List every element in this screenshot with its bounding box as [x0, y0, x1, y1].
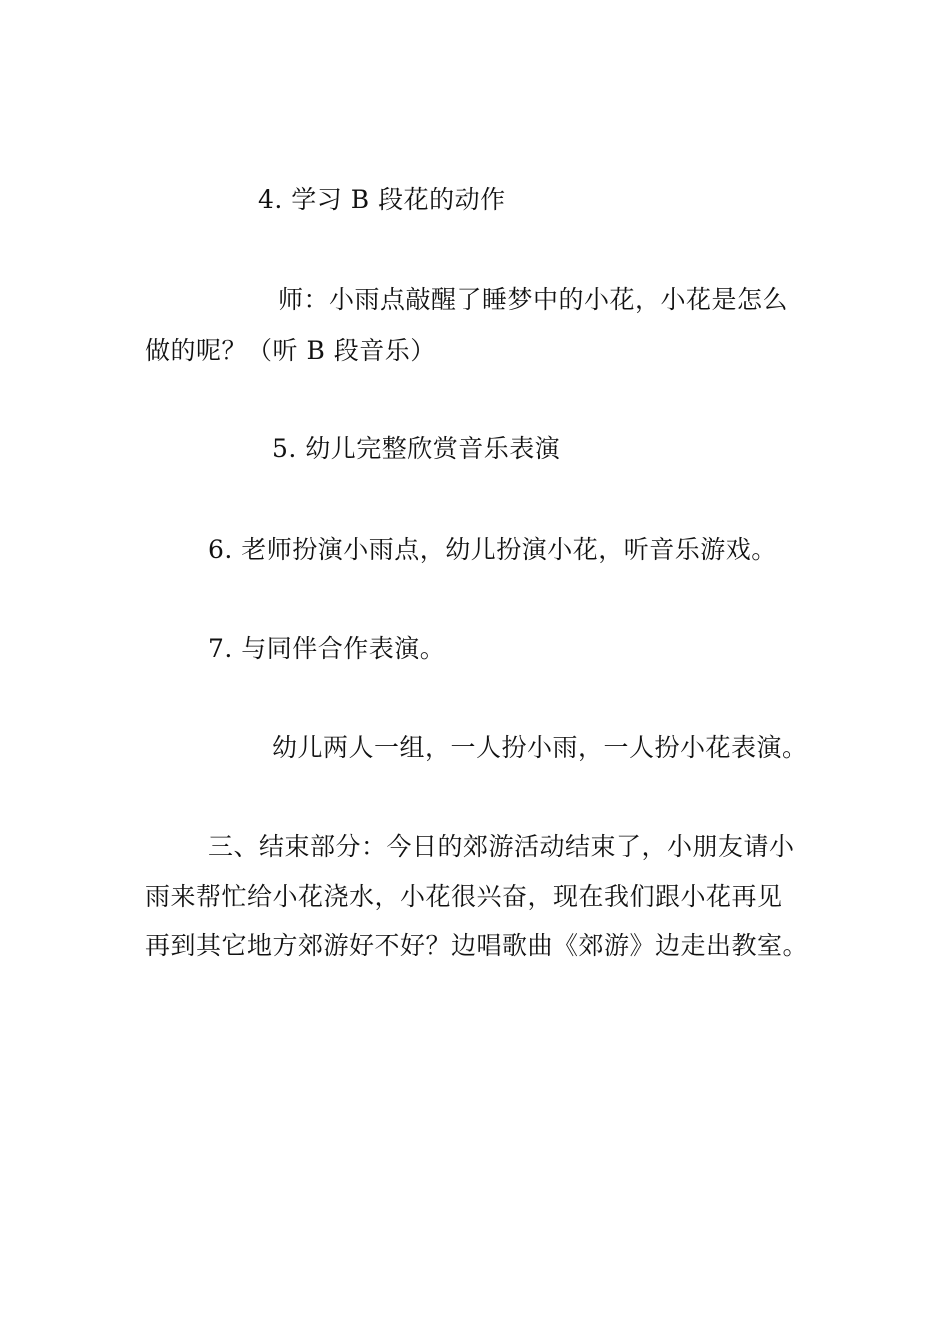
section-3-line-2: 雨来帮忙给小花浇水，小花很兴奋，现在我们跟小花再见 — [145, 882, 783, 911]
item-7-detail: 幼儿两人一组，一人扮小雨，一人扮小花表演。 — [272, 733, 808, 762]
section-3-line-1: 三、结束部分：今日的郊游活动结束了，小朋友请小 — [208, 832, 795, 861]
item-7-heading: 7. 与同伴合作表演。 — [208, 634, 446, 663]
item-5-heading: 5. 幼儿完整欣赏音乐表演 — [272, 434, 561, 463]
section-3-line-3: 再到其它地方郊游好不好？边唱歌曲《郊游》边走出教室。 — [145, 931, 809, 960]
teacher-prompt-line-1: 师：小雨点敲醒了睡梦中的小花，小花是怎么 — [278, 285, 789, 314]
teacher-prompt-line-2: 做的呢？（听 B 段音乐） — [145, 336, 436, 365]
item-6-heading: 6. 老师扮演小雨点，幼儿扮演小花，听音乐游戏。 — [208, 535, 777, 564]
item-4-heading: 4. 学习 B 段花的动作 — [258, 185, 506, 214]
